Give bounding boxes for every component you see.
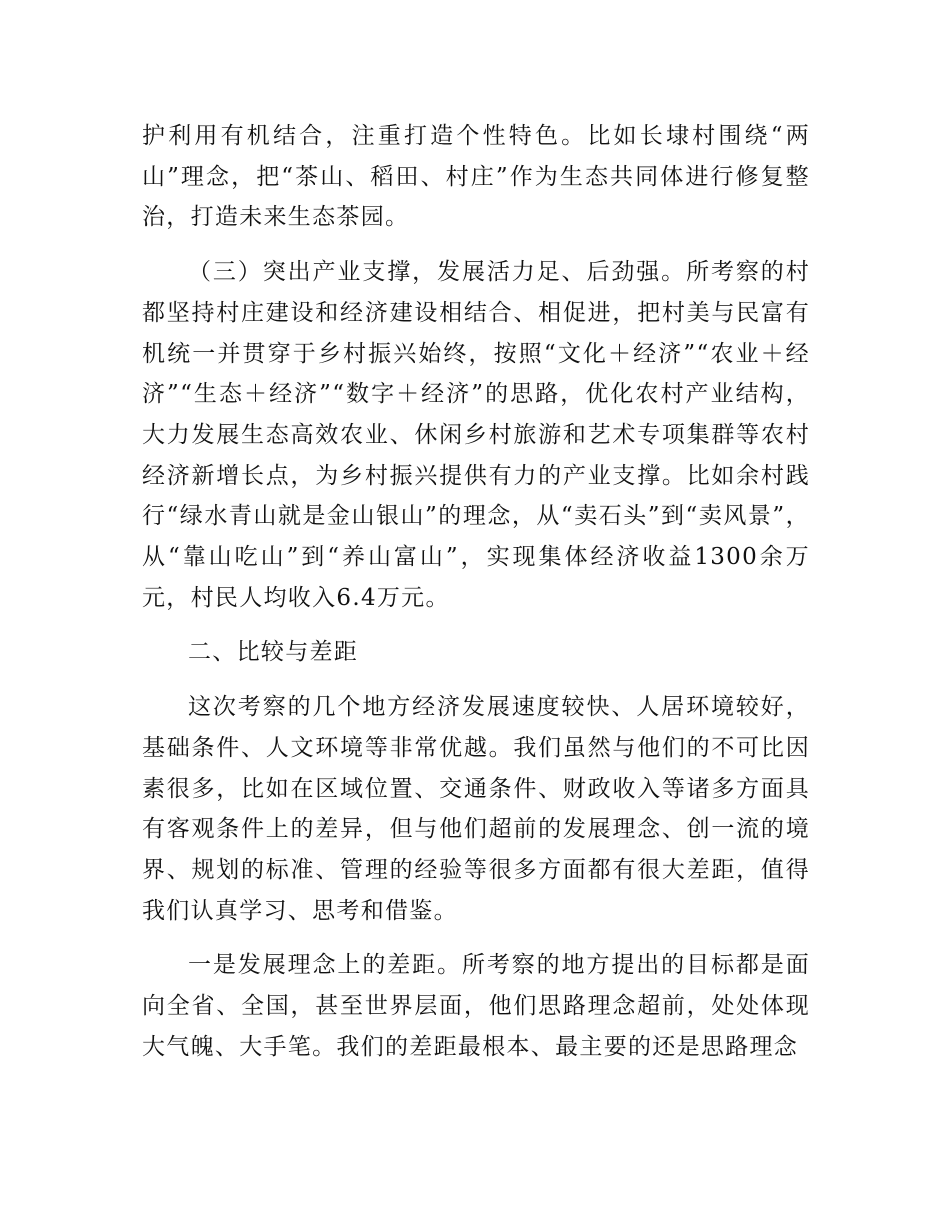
paragraph-gap-one: 一是发展理念上的差距。所考察的地方提出的目标都是面向全省、全国，甚至世界层面，他们思路理念超前，处处体现大气魄、大手笔。我们的差距最根本、最主要的还是思路理念 bbox=[142, 952, 810, 1060]
section-heading-comparison: 二、比较与差距 bbox=[188, 639, 359, 666]
paragraph-section-three: （三）突出产业支撑，发展活力足、后劲强。所考察的村都坚持村庄建设和经济建设相结合、相促进，把村美与民富有机统一并贯穿于乡村振兴始终，按照“文化＋经济”“农业＋经济”“生态＋经济”“数字＋经济”的思路，优化农村产业结构，大力发展生态高效农业、休闲乡村旅游和艺术专项集群等农村经济新增长点，为乡村振兴提供有力的产业支撑。比如余村践行“绿水青山就是金山银山”的理念，从“卖石头”到“卖风景”，从“靠山吃山”到“养山富山”，实现集体经济收益1300余万元，村民人均收入6.4万元。 bbox=[142, 259, 810, 611]
paragraph-comparison: 这次考察的几个地方经济发展速度较快、人居环境较好，基础条件、人文环境等非常优越。我们虽然与他们的不可比因素很多，比如在区域位置、交通条件、财政收入等诸多方面具有客观条件上的差异，但与他们超前的发展理念、创一流的境界、规划的标准、管理的经验等很多方面都有很大差距，值得我们认真学习、思考和借鉴。 bbox=[142, 694, 810, 924]
document-page bbox=[142, 116, 810, 1067]
paragraph-continuation: 护利用有机结合，注重打造个性特色。比如长埭村围绕“两山”理念，把“茶山、稻田、村庄”作为生态共同体进行修复整治，打造未来生态茶园。 bbox=[142, 123, 810, 231]
